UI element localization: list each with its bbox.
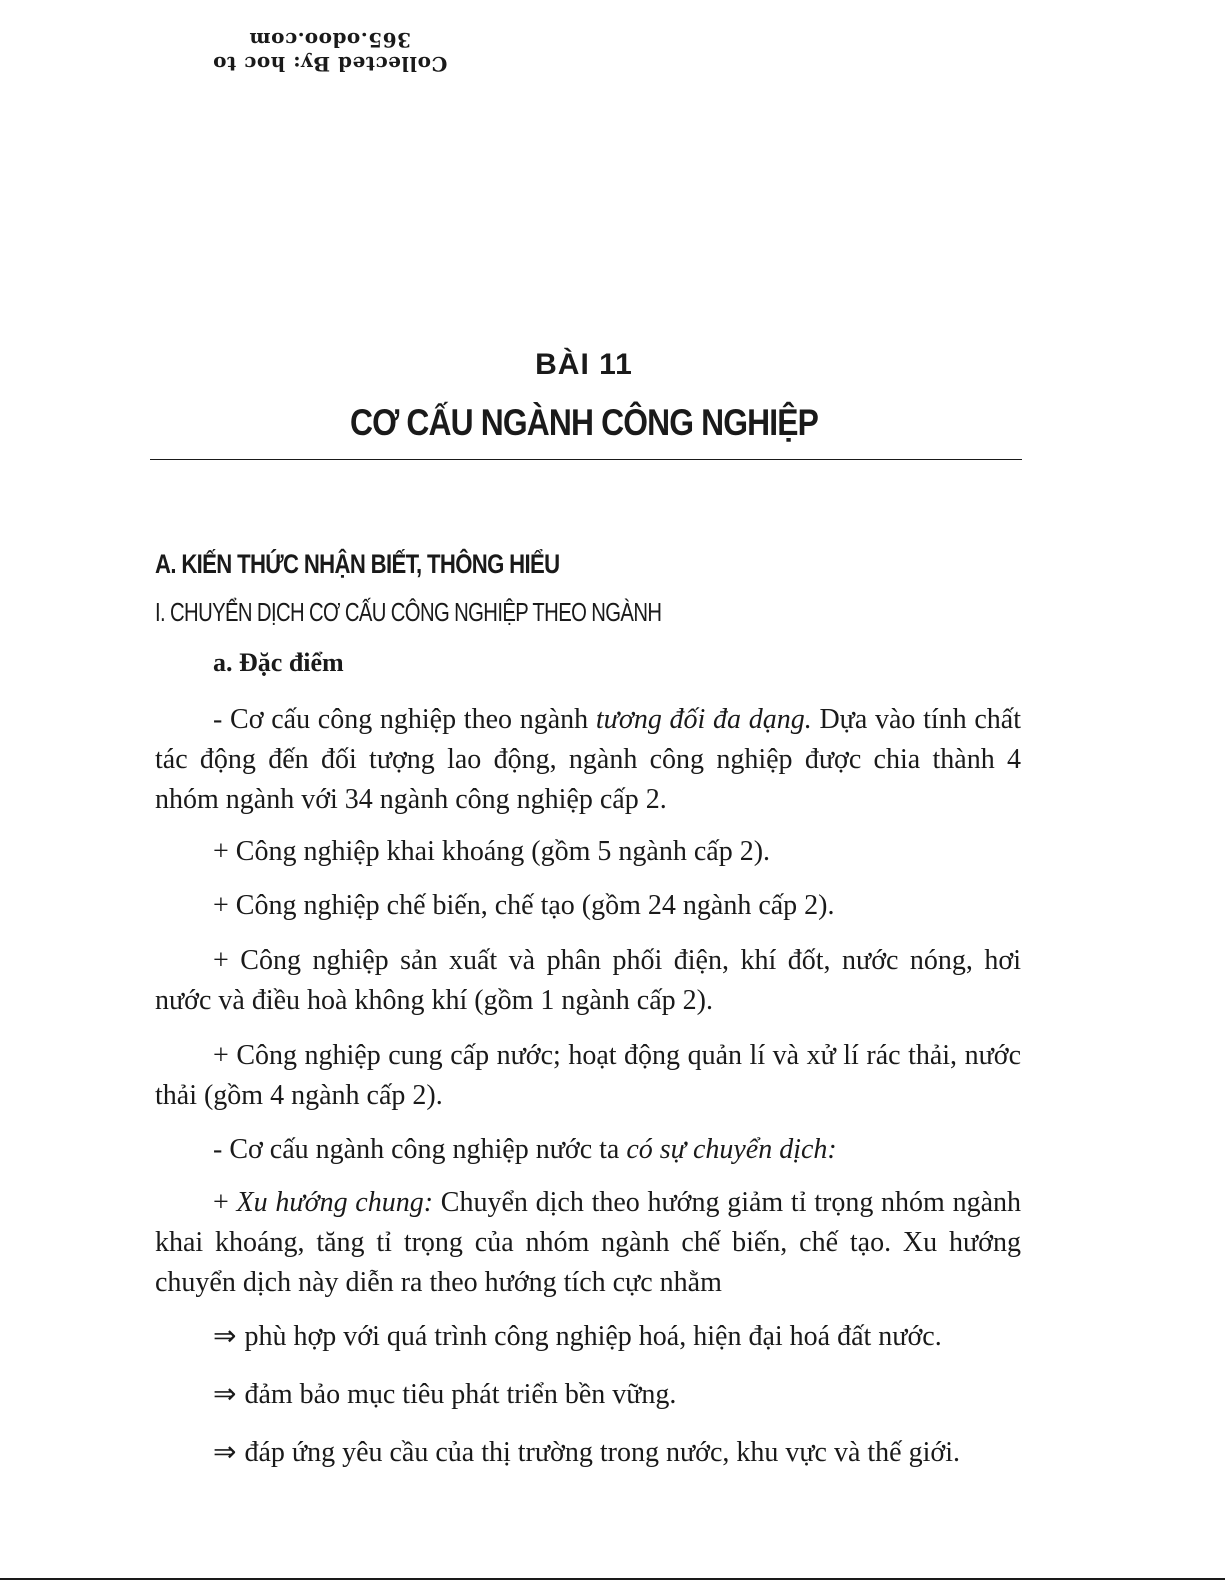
title-divider: [150, 459, 1022, 460]
double-arrow-icon: ⇒: [213, 1437, 237, 1468]
paragraph-trend-prefix: +: [213, 1187, 237, 1218]
paragraph-shift: [213, 1130, 837, 1170]
paragraph-trend: [155, 1183, 1021, 1303]
paragraph-trend-emphasis: Xu hướng chung:: [236, 1187, 434, 1218]
double-arrow-icon: ⇒: [213, 1379, 237, 1410]
result-text: đảm bảo mục tiêu phát triển bền vững.: [244, 1379, 677, 1410]
paragraph-structure-text: - Cơ cấu công nghiệp theo ngành: [213, 704, 596, 735]
result-item-market: [213, 1433, 960, 1473]
section-a-heading: A. KIẾN THỨC NHẬN BIẾT, THÔNG HIỂU: [155, 549, 560, 579]
section-i-heading: I. CHUYỂN DỊCH CƠ CẤU CÔNG NGHIỆP THEO NGÀNH: [155, 597, 662, 627]
lesson-title: CƠ CẤU NGÀNH CÔNG NGHIỆP: [350, 402, 818, 443]
lesson-number: BÀI 11: [535, 348, 633, 381]
subsection-heading: a. Đặc điểm: [213, 648, 344, 677]
list-item-water: + Công nghiệp cung cấp nước; hoạt động quản lí và xử lí rác thải, nước thải (gồm 4 ngành cấp 2).: [155, 1040, 1021, 1111]
result-item-industrialization: [213, 1317, 942, 1357]
paragraph-trend-text: Chuyển dịch theo hướng giảm tỉ trọng nhóm ngành khai khoáng, tăng tỉ trọng của nhóm ngành chế biến, chế tạo. Xu hướng chuyển dịch này diễn ra theo hướng tích cực nhằm: [155, 1187, 1021, 1298]
list-item-manufacturing: + Công nghiệp chế biến, chế tạo (gồm 24 ngành cấp 2).: [213, 890, 835, 921]
paragraph-shift-emphasis: có sự chuyển dịch:: [626, 1134, 837, 1165]
paragraph-structure-emphasis: tương đối đa dạng.: [595, 704, 812, 735]
paragraph-structure: [155, 700, 1021, 820]
bottom-edge-rule: [0, 1578, 1225, 1580]
result-item-sustainability: [213, 1375, 676, 1415]
paragraph-structure-text-cont: Dựa vào tính chất tác động đến đối tượng lao động, ngành công nghiệp được chia thành 4 nhóm ngành với 34 ngành công nghiệp cấp 2.: [155, 704, 1022, 815]
result-text: đáp ứng yêu cầu của thị trường trong nước, khu vực và thế giới.: [244, 1437, 960, 1468]
list-item-energy: + Công nghiệp sản xuất và phân phối điện, khí đốt, nước nóng, hơi nước và điều hoà không khí (gồm 1 ngành cấp 2).: [155, 945, 1021, 1016]
result-text: phù hợp với quá trình công nghiệp hoá, hiện đại hoá đất nước.: [244, 1321, 942, 1352]
list-item-mining: + Công nghiệp khai khoáng (gồm 5 ngành cấp 2).: [213, 836, 771, 867]
watermark: Collected By: hoc to 365.odoo.com: [212, 28, 448, 76]
paragraph-shift-text: - Cơ cấu ngành công nghiệp nước ta: [213, 1134, 627, 1165]
double-arrow-icon: ⇒: [213, 1321, 237, 1352]
